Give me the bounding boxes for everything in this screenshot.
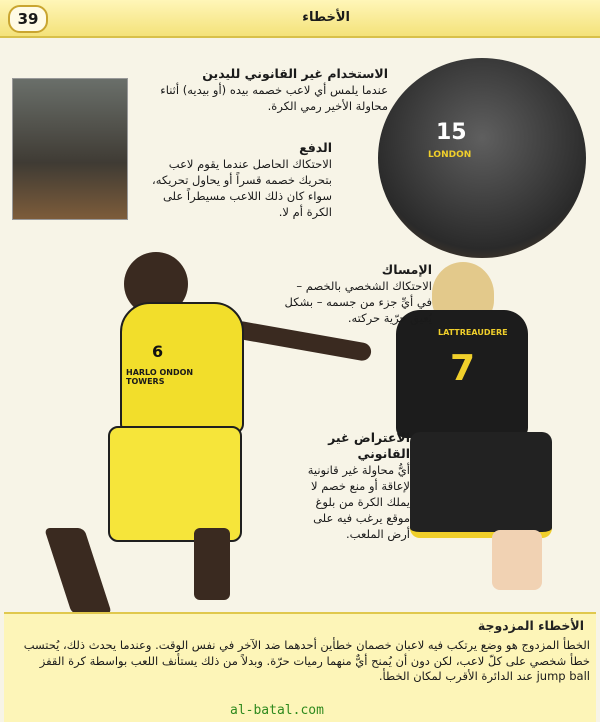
photo-top-left <box>12 78 128 220</box>
article-illegal-screen <box>300 430 410 542</box>
article-text: أيُّ محاولة غير قانونية لإعاقة أو منع خصم لا يملك الكرة من بلوغ موقع يرغب فيه على أرض الملعب. <box>307 463 410 541</box>
article-title: الاستخدام غير القانوني لليدين <box>202 66 388 81</box>
article-title: الاعتراض غير القانوني <box>328 430 410 461</box>
player-left-number: 6 <box>152 342 164 361</box>
article-text: الاحتكاك الحاصل عندما يقوم لاعب بتحريك خصمه قسراً أو يحاول تحريكه، سواء كان ذلك اللاعب مسيطراً على الكرة أم لا. <box>152 157 332 219</box>
player-left-arm <box>232 320 373 362</box>
jersey-team: LONDON <box>428 150 472 160</box>
player-left-shorts <box>108 426 242 542</box>
player-right-number: 7 <box>450 348 476 389</box>
article-text: عندما يلمس أي لاعب خصمه بيده (أو بيديه) أثناء محاولة الأخير رمي الكرة. <box>160 83 388 113</box>
article-title: الدفع <box>299 140 332 155</box>
article-holding <box>282 262 432 326</box>
page-number: 39 <box>8 5 48 33</box>
article-title: الإمساك <box>381 262 432 277</box>
player-left-leg <box>44 528 112 614</box>
jersey-number-15: 15 <box>436 120 467 145</box>
player-right-shorts <box>410 432 552 538</box>
panel-title: الأخطاء المزدوجة <box>477 618 584 633</box>
article-text: الاحتكاك الشخصي بالخصم – في أيِّ جزء من جسمه – بشكل يُعيق حرّية حركته. <box>284 279 432 325</box>
footer-website: al-batal.com <box>230 703 324 718</box>
photo-top-right <box>378 58 586 258</box>
panel-text: الخطأ المزدوج هو وضع يرتكب فيه لاعبان خصمان خطأين أحدهما ضد الآخر في نفس الوقت. وعندما يحدث ذلك، يُحتسب خطأ شخصي على كلّ لاعب، لكن دون أن يُمنح أيٌّ منهما رميات حرّة. وبدلاً من ذلك يستأنف اللعب بواسطة كرة القفز jump ball عند الدائرة الأقرب لمكان الخطأ. <box>23 638 590 683</box>
article-illegal-use-of-hands <box>136 66 388 114</box>
player-right-name: LATTREAUDERE <box>438 328 508 337</box>
article-pushing <box>136 140 332 220</box>
page-title: الأخطاء <box>302 10 350 25</box>
player-left-jersey-text: HARLO ONDON TOWERS <box>126 368 194 386</box>
player-right-leg <box>492 530 542 590</box>
page-header <box>0 0 600 38</box>
player-left-leg <box>194 528 230 600</box>
